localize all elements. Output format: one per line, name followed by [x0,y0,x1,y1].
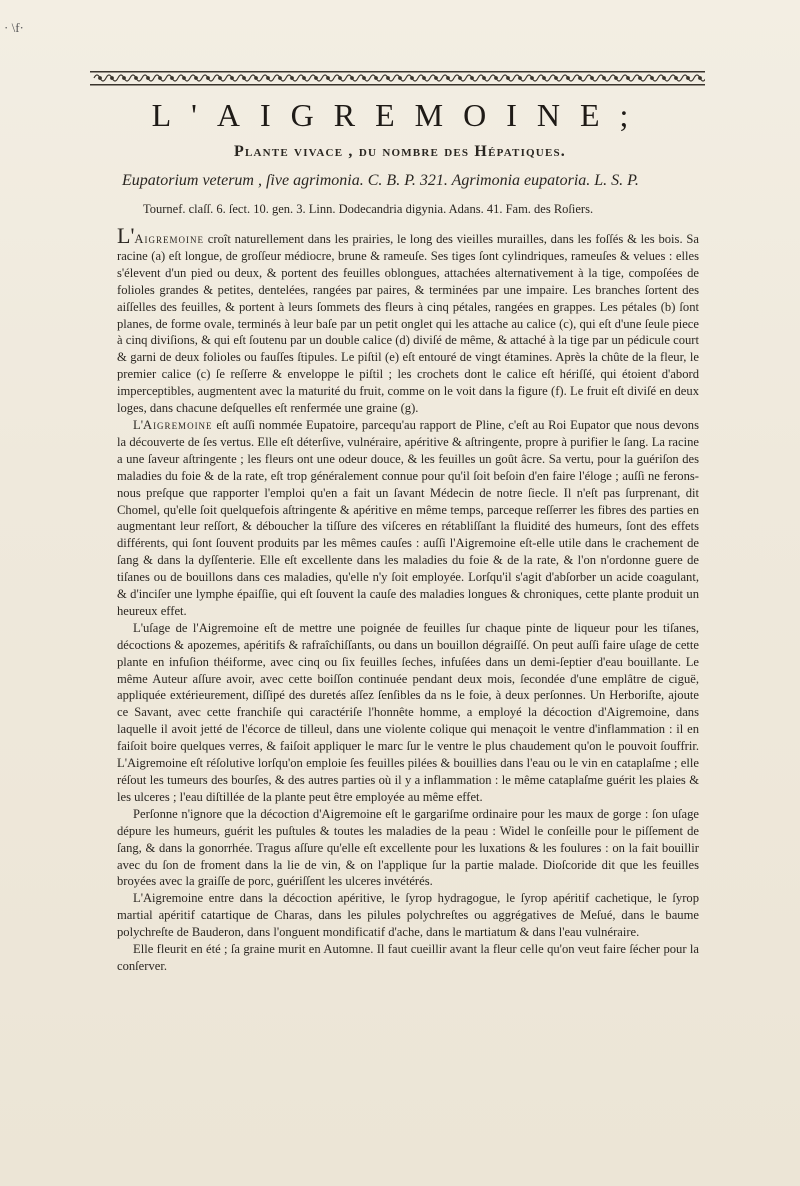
paragraph-4 [117,806,699,891]
corner-mark: · \f· [4,20,24,35]
paragraph-5 [117,890,699,941]
page-title: L'AIGREMOINE; [151,97,649,133]
classification-line: Tournef. claſſ. 6. ſect. 10. gen. 3. Linn. Dodecandria digynia. Adans. 41. Fam. des Roſiers. [143,202,594,216]
decorative-border-ornament [90,68,705,88]
paragraph-text: Elle fleurit en été ; ſa graine murit en Automne. Il faut cueillir avant la fleur celle qu'on veut faire ſécher pour la conſerver. [117,942,699,973]
lead-word: Aigremoine [134,232,204,246]
botanical-synonyms: Eupatorium veterum , ſive agrimonia. C. B. P. 321. Agrimonia eupatoria. L. S. P. [122,172,639,189]
paragraph-3 [117,620,699,806]
paragraph-1 [117,223,699,417]
lead-letter: L' [133,417,143,432]
lead-word: Aigremoine [142,417,213,432]
paragraph-text: croît naturellement dans les prairies, le long des vieilles murailles, dans les foſſés & les bois. Sa racine (a) eſt longue, de groſſeur médiocre, brune & rameuſe. Ses tiges ſont cylindriques, rameuſes & velues : elles s'élevent d'un pied ou deux, & portent des feuilles oblongues, attachées alternativement à la tige, compoſées de folioles grandes & petites, dentelées, rangées par paires, & terminées par une impaire. Les branches ſortent des aiſſelles des feuilles, & portent à leurs ſommets des fleurs à cinq pétales, rangées en grappes. Les pétales (b) ſont planes, de forme ovale, terminés à leur baſe par un petit onglet qui les attache au calice (c), qui eſt d'une ſeule piece à cinq diviſions, & qui eſt ſoutenu par un double calice (d) diviſé de même, & attaché à la tige par un pédicule court & garni de deux folioles ou fauſſes ſtipules. Le piſtil (e) eſt entouré de vingt étamines. Après la chûte de la fleur, le premier calice (c) ſe reſſerre & enveloppe le piſtil ; les crochets dont le calice eſt hériſſé, qui étoient d'abord imperceptibles, augmentent avec la maturité du fruit, comme on le voit dans la figure (f). Le fruit eſt diviſé en deux loges, dans chacune deſquelles eſt renfermée une graine (g). [117,232,699,416]
paragraph-6 [117,941,699,975]
paragraph-text: Perſonne n'ignore que la décoction d'Aigremoine eſt le gargariſme ordinaire pour les maux de gorge : ſon uſage dépure les humeurs, guérit les puſtules & toutes les maladies de la peau : Widel le conſeille pour le piſſement de ſang, & dans la gonorrhée. Tragus aſſure qu'elle eſt excellente pour les luxations & les foulures : on la fait bouillir avec du ſon de froment dans la lie de vin, & on l'applique ſur la partie malade. Dioſcoride dit que les feuilles broyées avec la graiſſe de porc, guériſſent les ulceres invétérés. [117,806,699,889]
subtitle: Plante vivace , du nombre des Hépatiques. [233,143,567,160]
paragraph-text: L'uſage de l'Aigremoine eſt de mettre une poignée de feuilles ſur chaque pinte de liqueur pour les tiſanes, décoctions & apozemes, apéritifs & rafraîchiſſants, ou dans un bouillon dégraiſſé. On peut auſſi faire uſage de cette plante en infuſion théiforme, avec cinq ou ſix feuilles ſeches, infuſées dans un demi-ſeptier d'eau bouillante. Le même Auteur aſſure avoir, avec cette boiſſon continuée pendant deux mois, ſecondée d'une emplâtre de ciguë, appliquée extérieurement, diſſipé des duretés aſſez ſenſibles da ns le foie, à deux perſonnes. Un Herboriſte, ajoute ce Savant, avec cette franchiſe qui caractériſe l'honnête homme, a employé la décoction d'Aigremoine, dans laquelle il avoit jetté de l'écorce de tilleul, dans une violente colique qui menaçoit le ventre d'inflammation : il en faiſoit boire quelques verres, & faiſoit appliquer le marc ſur le ventre le plus chaudement qu'on le pouvoit ſouffrir. L'Aigremoine eſt réſolutive lorſqu'on emploie ſes feuilles pilées & bouillies dans l'eau ou le vin en cataplaſme ; elle réſout les tumeurs des bourſes, & des autres parties où il y a inflammation : le même cataplaſme guérit les plaies & les ulceres ; l'eau diſtillée de la plante peut être employée au même effet. [117,620,699,804]
paragraph-text: L'Aigremoine entre dans la décoction apéritive, le ſyrop hydragogue, le ſyrop apéritif cachetique, le ſyrop martial apéritif catartique de Charas, dans les pilules polychreſtes ou aggrégatives de Meſué, dans le baume polychreſte de Bauderon, dans l'onguent mondificatif d'ache, dans le martiatum & dans l'eau vulnéraire. [117,891,699,940]
body-text [117,223,699,975]
paragraph-text: eſt auſſi nommée Eupatoire, parcequ'au rapport de Pline, c'eſt au Roi Eupator que nous devons la découverte de ſes vertus. Elle eſt déterſive, vulnéraire, apéritive & aſtringente, propre à purifier le ſang. La racine a une ſaveur aſtringente ; les fleurs ont une odeur douce, & les feuilles un goût âcre. Sa vertu, pour la guériſon des maladies du foie & de la rate, eſt trop généralement connue pour qu'il ſoit beſoin d'en faire l'éloge ; auſſi ne ferons-nous preſque que rapporter l'emploi qu'en a fait un ſavant Médecin de notre ſiecle. Il n'eſt pas ſurprenant, dit Chomel, qu'elle ſoit quelquefois aſtringente & apéritive en même temps, parceque reſſerrer les fibres des parties en augmentant leur reſſort, & déboucher la tiſſure des viſceres en rétabliſſant la fluidité des humeurs, ſont des effets différents, qui ſont ſouvent produits par les mêmes cauſes : auſſi l'Aigremoine eſt-elle utile dans le crachement de ſang & dans la dyſſenterie. Elle eſt excellente dans les maladies du foie & de la rate, & l'on n'ordonne guere de tiſanes ou de bouillons dans ces maladies, qu'elle n'y ſoit employée. Lorſqu'il s'agit d'abſorber un acide coagulant, & d'inciſer une lymphe épaiſſie, qui eſt ſouvent la cauſe des maladies longues & chroniques, cette plante produit un heureux effet. [117,417,699,618]
lead-letter: L' [117,223,135,248]
paragraph-2 [117,417,699,620]
